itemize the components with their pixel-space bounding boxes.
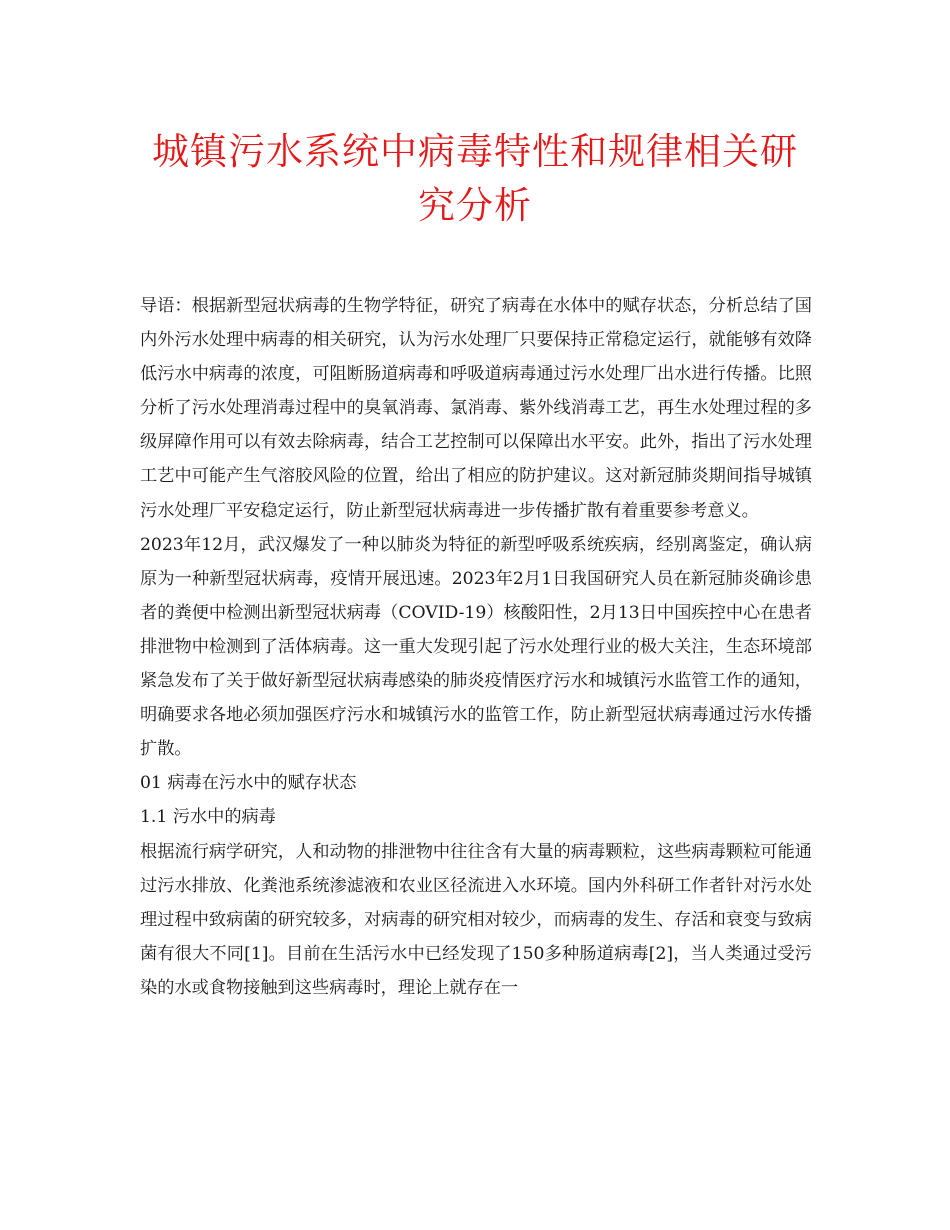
intro-paragraph: 2023年12月，武汉爆发了一种以肺炎为特征的新型呼吸系统疾病，经别离鉴定，确认病原为一种新型冠状病毒，疫情开展迅速。2023年2月1日我国研究人员在新冠肺炎确诊患者的粪便中检测出新型冠状病毒（COVID-19）核酸阳性，2月13日中国疾控中心在患者排泄物中检测到了活体病毒。这一重大发现引起了污水处理行业的极大关注，生态环境部紧急发布了关于做好新型冠状病毒感染的肺炎疫情医疗污水和城镇污水监管工作的通知，明确要求各地必须加强医疗污水和城镇污水的监管工作，防止新型冠状病毒通过污水传播扩散。	[140, 534, 812, 760]
subsection-heading: 1.1 污水中的病毒	[140, 807, 276, 828]
body-paragraph: 根据流行病学研究，人和动物的排泄物中往往含有大量的病毒颗粒，这些病毒颗粒可能通过污水排放、化粪池系统渗滤液和农业区径流进入水环境。国内外科研工作者针对污水处理过程中致病菌的研究较多，对病毒的研究相对较少，而病毒的发生、存活和衰变与致病菌有很大不同[1]。目前在生活污水中已经发现了150多种肠道病毒[2]，当人类通过受污染的水或食物接触到这些病毒时，理论上就存在一	[140, 841, 812, 998]
document-body	[140, 289, 812, 1005]
abstract-paragraph: 导语：根据新型冠状病毒的生物学特征，研究了病毒在水体中的赋存状态，分析总结了国内外污水处理中病毒的相关研究，认为污水处理厂只要保持正常稳定运行，就能够有效降低污水中病毒的浓度，可阻断肠道病毒和呼吸道病毒通过污水处理厂出水进行传播。比照分析了污水处理消毒过程中的臭氧消毒、氯消毒、紫外线消毒工艺，再生水处理过程的多级屏障作用可以有效去除病毒，结合工艺控制可以保障出水平安。此外，指出了污水处理工艺中可能产生气溶胶风险的位置，给出了相应的防护建议。这对新冠肺炎期间指导城镇污水处理厂平安稳定运行，防止新型冠状病毒进一步传播扩散有着重要参考意义。	[140, 296, 812, 521]
document-title: 城镇污水系统中病毒特性和规律相关研究分析	[152, 130, 798, 227]
section-heading: 01 病毒在污水中的赋存状态	[140, 773, 357, 794]
